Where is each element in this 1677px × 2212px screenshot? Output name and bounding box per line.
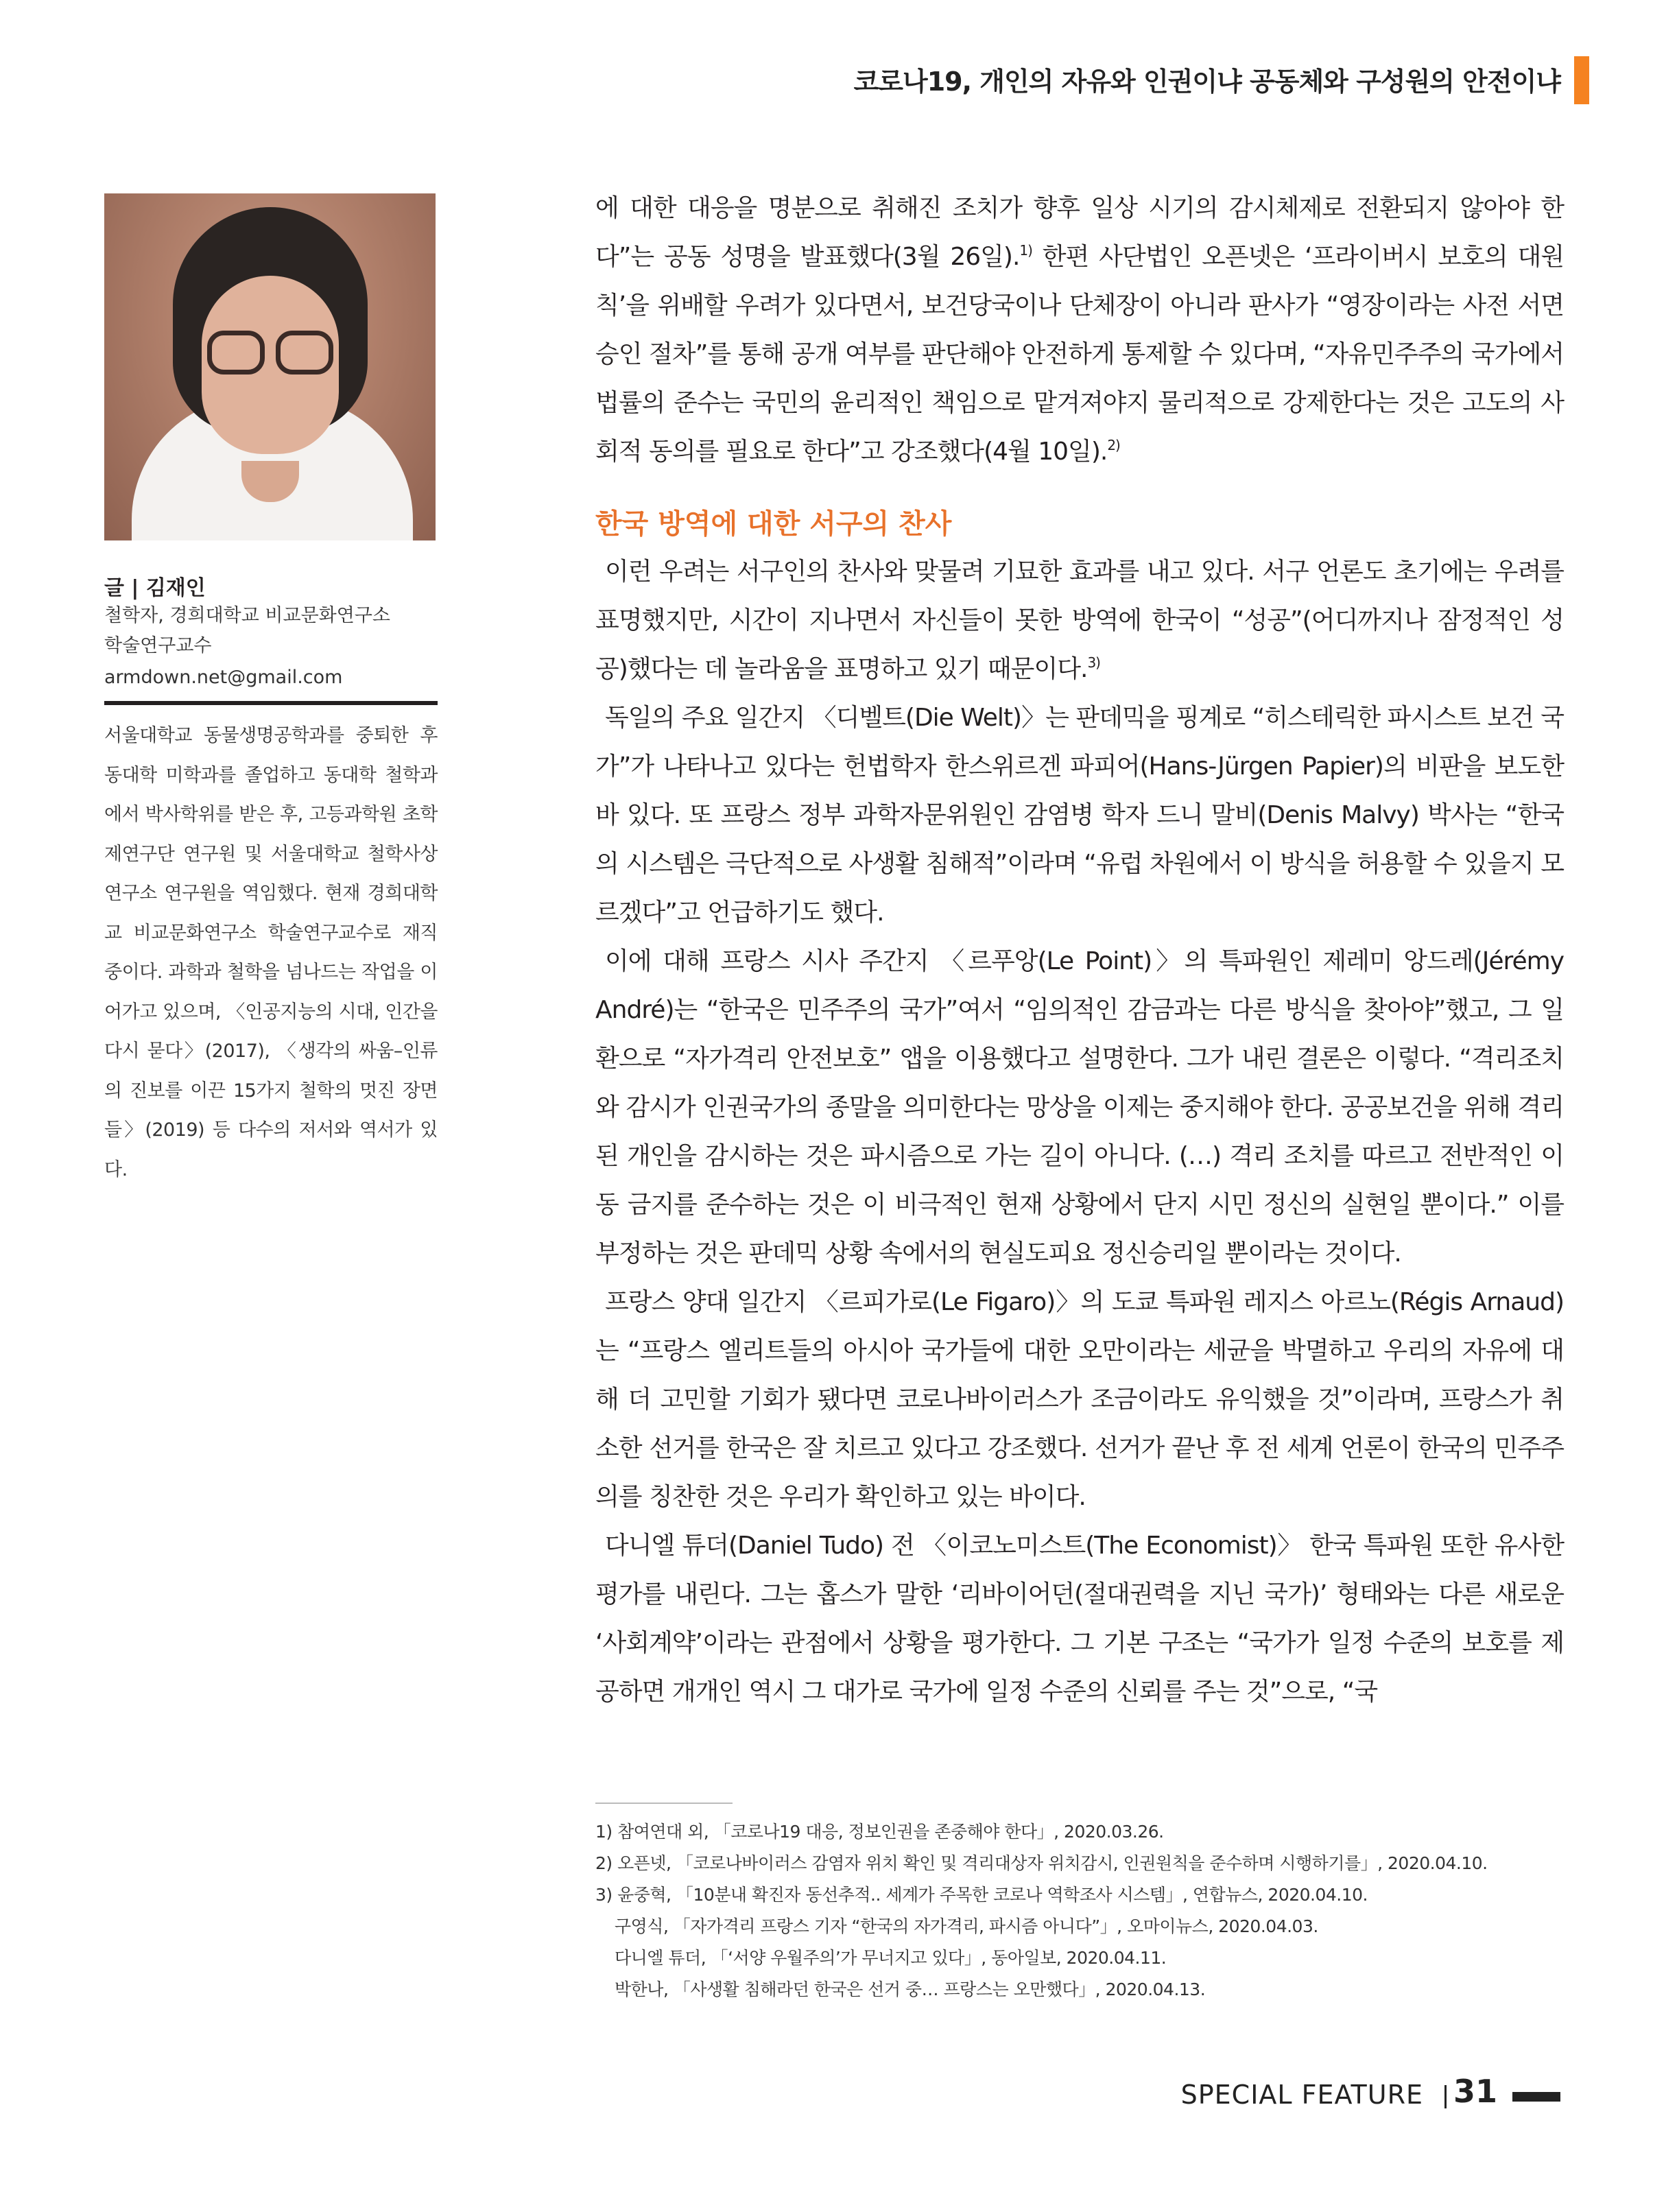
footnote-3b: 구영식, 「자가격리 프랑스 기자 “한국의 자가격리, 파시즘 아니다”」, 오마이뉴스, 2020.04.03. bbox=[615, 1916, 1318, 1936]
paragraph-1: 에 대한 대응을 명분으로 취해진 조치가 향후 일상 시기의 감시체제로 전환되지 않아야 한다”는 공동 성명을 발표했다(3월 26일).$^{1)}$ 한편 사단법인 오픈넷은 ‘프라이버시 보호의 대원칙’을 위배할 우려가 있다면서, 보건당국이나 단체장이 아니라 판사가 “영장이라는 사전 서면 승인 절차”를 통해 공개 여부를 판단해야 안전하게 통제할 수 있다며, “자유민주주의 국가에서 법률의 준수는 국민의 윤리적인 책임으로 맡겨져야지 물리적으로 강제한다는 것은 고도의 사회적 동의를 필요로 한다”고 강조했다(4월 10일).$^{2)}$ bbox=[595, 194, 1564, 466]
page-number: 31 bbox=[1453, 2073, 1497, 2110]
footnote-3: 3) 윤중혁, 「10분내 확진자 동선추적.. 세계가 주목한 코로나 역학조사 시스템」, 연합뉴스, 2020.04.10. bbox=[595, 1885, 1368, 1905]
paragraph-4: 이에 대해 프랑스 시사 주간지 〈르푸앙(Le Point)〉의 특파원인 제레미 앙드레(Jérémy André)는 “한국은 민주주의 국가”여서 “임의적인 감금과는 다른 방식을 찾아야”했고, 그 일환으로 “자가격리 안전보호” 앱을 이용했다고 설명한다. 그가 내린 결론은 이렇다. “격리조치와 감시가 인권국가의 종말을 의미한다는 망상을 이제는 중지해야 한다. 공공보건을 위해 격리된 개인을 감시하는 것은 파시즘으로 가는 길이 아니다. (…) 격리 조치를 따르고 전반적인 이동 금지를 준수하는 것은 이 비극적인 현재 상황에서 단지 시민 정신의 실현일 뿐이다.” 이를 부정하는 것은 판데믹 상황 속에서의 현실도피요 정신승리일 뿐이라는 것이다. bbox=[595, 947, 1564, 1268]
author-role: 철학자, 경희대학교 비교문화연구소 bbox=[104, 605, 390, 626]
footnote-divider bbox=[595, 1803, 733, 1804]
footnote-2: 2) 오픈넷, 「코로나바이러스 감염자 위치 확인 및 격리대상자 위치감시, 인권원칙을 준수하며 시행하기를」, 2020.04.10. bbox=[595, 1853, 1488, 1873]
article-body bbox=[595, 184, 1564, 1716]
paragraph-2: 이런 우려는 서구인의 찬사와 맞물려 기묘한 효과를 내고 있다. 서구 언론도 초기에는 우려를 표명했지만, 시간이 지나면서 자신들이 못한 방역에 한국이 “성공”(어디까지나 잠정적인 성공)했다는 데 놀라움을 표명하고 있기 때문이다.$^{3)}$ bbox=[595, 558, 1564, 683]
footnote-3d: 박한나, 「사생활 침해라던 한국은 선거 중… 프랑스는 오만했다」, 2020.04.13. bbox=[615, 1979, 1206, 1999]
author-name: 글 | 김재인 bbox=[104, 576, 206, 600]
footer-section-label: SPECIAL FEATURE bbox=[1180, 2080, 1423, 2110]
paragraph-3: 독일의 주요 일간지 〈디벨트(Die Welt)〉는 판데믹을 핑계로 “히스테릭한 파시스트 보건 국가”가 나타나고 있다는 헌법학자 한스위르겐 파피어(Hans-Jürgen Papier)의 비판을 보도한 바 있다. 또 프랑스 정부 과학자문위원인 감염병 학자 드니 말비(Denis Malvy) 박사는 “한국의 시스템은 극단적으로 사생활 침해적”이라며 “유럽 차원에서 이 방식을 허용할 수 있을지 모르겠다”고 언급하기도 했다. bbox=[595, 704, 1564, 927]
footnote-ref-3[interactable]: 3) bbox=[1087, 654, 1100, 671]
running-header: 코로나19, 개인의 자유와 인권이냐 공동체와 구성원의 안전이냐 bbox=[853, 67, 1560, 97]
footnote-ref-1[interactable]: 1) bbox=[1019, 242, 1032, 259]
author-bio: 서울대학교 동물생명공학과를 중퇴한 후 동대학 미학과를 졸업하고 동대학 철학과에서 박사학위를 받은 후, 고등과학원 초학제연구단 연구원 및 서울대학교 철학사상연구소 연구원을 역임했다. 현재 경희대학교 비교문화연구소 학술연구교수로 재직 중이다. 과학과 철학을 넘나드는 작업을 이어가고 있으며, 〈인공지능의 시대, 인간을 다시 묻다〉(2017), 〈생각의 싸움–인류의 진보를 이끈 15가지 철학의 멋진 장면들〉(2019) 등 다수의 저서와 역서가 있다. bbox=[104, 725, 438, 1180]
footnotes bbox=[595, 1816, 1576, 2006]
footnote-1: 1) 참여연대 외, 「코로나19 대응, 정보인권을 존중해야 한다」, 2020.03.26. bbox=[595, 1822, 1164, 1842]
author-role-cont: 학술연구교수 bbox=[104, 635, 212, 656]
paragraph-5: 프랑스 양대 일간지 〈르피가로(Le Figaro)〉의 도쿄 특파원 레지스 아르노(Régis Arnaud)는 “프랑스 엘리트들의 아시아 국가들에 대한 오만이라는 세균을 박멸하고 우리의 자유에 대해 더 고민할 기회가 됐다면 코로나바이러스가 조금이라도 유익했을 것”이라며, 프랑스가 취소한 선거를 한국은 잘 치르고 있다고 강조했다. 선거가 끝난 후 전 세계 언론이 한국의 민주주의를 칭찬한 것은 우리가 확인하고 있는 바이다. bbox=[595, 1288, 1564, 1511]
author-divider bbox=[104, 701, 438, 705]
author-email[interactable]: armdown.net@gmail.com bbox=[104, 667, 343, 688]
footnote-ref-2[interactable]: 2) bbox=[1107, 437, 1120, 453]
header-accent-bar bbox=[1574, 56, 1589, 104]
footer-bar bbox=[1512, 2092, 1560, 2102]
footer-separator bbox=[1444, 2085, 1447, 2108]
section-title: 한국 방역에 대한 서구의 찬사 bbox=[595, 508, 952, 540]
footnote-3c: 다니엘 튜더, 「‘서양 우월주의’가 무너지고 있다」, 동아일보, 2020.04.11. bbox=[615, 1948, 1167, 1968]
paragraph-6: 다니엘 튜더(Daniel Tudo) 전 〈이코노미스트(The Economist)〉 한국 특파원 또한 유사한 평가를 내린다. 그는 홉스가 말한 ‘리바이어던(절대권력을 지닌 국가)’ 형태와는 다른 새로운 ‘사회계약’이라는 관점에서 상황을 평가한다. 그 기본 구조는 “국가가 일정 수준의 보호를 제공하면 개개인 역시 그 대가로 국가에 일정 수준의 신뢰를 주는 것”으로, “국 bbox=[595, 1532, 1564, 1706]
author-photo bbox=[104, 193, 436, 540]
